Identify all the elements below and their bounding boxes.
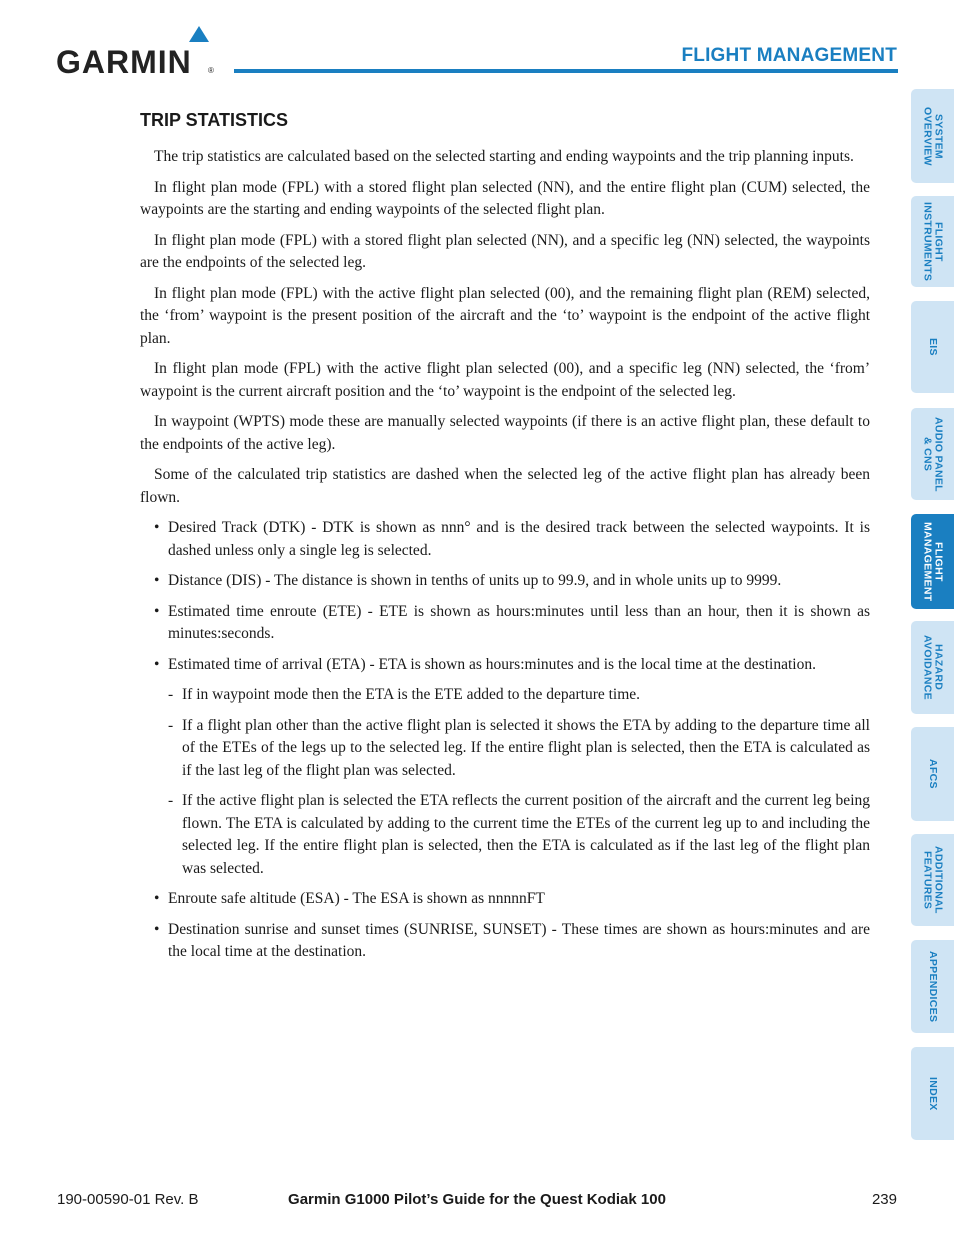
tab-eis[interactable] [911, 301, 954, 393]
paragraph: The trip statistics are calculated based on the selected starting and ending waypoints and the trip planning inputs. [154, 148, 854, 165]
tab-afcs[interactable] [911, 727, 954, 821]
footer-page-number: 239 [871, 1191, 897, 1208]
tab-label: FLIGHT INSTRUMENTS [921, 201, 945, 282]
footer-guide-title: Garmin G1000 Pilot’s Guide for the Quest Kodiak 100 [288, 1191, 666, 1208]
tab-appendices[interactable] [911, 940, 954, 1033]
page-heading: TRIP STATISTICS [140, 110, 289, 130]
bullet-marker: • [154, 602, 160, 620]
section-title: FLIGHT MANAGEMENT [681, 45, 897, 66]
paragraph: In flight plan mode (FPL) with a stored flight plan selected (NN), and the entire flight plan (CUM) selected, the waypoints are the starting and ending waypoints of the selected flight plan. [140, 178, 870, 218]
sub-item-text: If the active flight plan is selected the ETA reflects the current position of the aircraft and the current leg being flown. The ETA is calculated by adding to the current time the ETEs of the current leg up to and including the selected leg. If the entire flight plan is selected, then the ETA is calculated as if the last leg of the flight plan was selected. [182, 792, 870, 877]
tab-label: ADDITIONAL FEATURES [921, 846, 945, 914]
bullet-text: Estimated time enroute (ETE) - ETE is shown as hours:minutes until less than an hour, then it is shown as minutes:seconds. [168, 602, 870, 642]
bullet-item [140, 601, 870, 646]
tab-label: EIS [927, 338, 939, 356]
paragraph: In flight plan mode (FPL) with the active flight plan selected (00), and the remaining flight plan (REM) selected, the ‘from’ waypoint is the present position of the aircraft and the ‘to’ waypoint is the endpoint of the active flight plan. [140, 284, 870, 347]
bullet-marker: • [154, 519, 160, 536]
paragraph: In waypoint (WPTS) mode these are manually selected waypoints (if there is an active flight plan, these default to the endpoints of the active leg). [140, 413, 870, 453]
bullet-item [140, 570, 870, 593]
footer-doc-number: 190-00590-01 Rev. B [57, 1191, 199, 1208]
sub-item-text: If a flight plan other than the active flight plan is selected it shows the ETA by adding to the departure time all of the ETEs of the legs up to the selected leg. If the entire flight plan is selected, then the ETA is calculated as if the last leg of the flight plan was selected. [182, 716, 870, 779]
bullet-marker: • [154, 572, 160, 589]
tab-flight-instruments[interactable] [911, 196, 954, 287]
main-content [140, 108, 870, 972]
paragraph: Some of the calculated trip statistics are dashed when the selected leg of the active flight plan has already been flown. [140, 466, 870, 506]
section-tabs [911, 0, 954, 1235]
bullet-item [140, 888, 870, 911]
tab-index[interactable] [911, 1047, 954, 1140]
paragraph: In flight plan mode (FPL) with a stored flight plan selected (NN), and a specific leg (NN) selected, the waypoints are the endpoints of the selected leg. [140, 231, 870, 271]
bullet-marker: • [154, 890, 160, 907]
bullet-text: Destination sunrise and sunset times (SUNRISE, SUNSET) - These times are shown as hours:minutes and are the local time at the destination. [168, 920, 870, 960]
tab-audio-panel-cns[interactable] [911, 408, 954, 500]
bullet-marker: • [154, 655, 160, 673]
bullet-item [140, 517, 870, 562]
tab-additional-features[interactable] [911, 834, 954, 926]
logo-triangle-icon [189, 26, 209, 42]
tab-label: SYSTEM OVERVIEW [921, 106, 945, 166]
bullet-marker: • [154, 920, 160, 938]
sub-item [140, 715, 870, 783]
tab-label: AFCS [927, 759, 939, 789]
paragraph: In flight plan mode (FPL) with the active flight plan selected (00), and a specific leg (NN) selected, the ‘from’ waypoint is the current aircraft position and the ‘to’ waypoint is the endpoint of the selected leg. [140, 360, 870, 400]
dash-marker: - [168, 716, 174, 734]
logo-wordmark: GARMIN [56, 44, 192, 80]
tab-label: INDEX [927, 1076, 939, 1111]
sub-item-text: If in waypoint mode then the ETA is the ETE added to the departure time. [182, 686, 641, 703]
bullet-text: Estimated time of arrival (ETA) - ETA is shown as hours:minutes and is the local time at the destination. [168, 655, 816, 673]
tab-label: APPENDICES [927, 950, 939, 1023]
tab-flight-management[interactable] [911, 514, 954, 609]
bullet-item [140, 654, 870, 677]
dash-marker: - [168, 792, 174, 809]
tab-system-overview[interactable] [911, 89, 954, 183]
dash-marker: - [168, 686, 174, 703]
tab-hazard-avoidance[interactable] [911, 621, 954, 714]
tab-label: FLIGHT MANAGEMENT [921, 521, 945, 602]
sub-item [140, 684, 870, 707]
tab-label: HAZARD AVOIDANCE [921, 635, 945, 700]
registered-mark: ® [208, 66, 214, 75]
bullet-text: Desired Track (DTK) - DTK is shown as nnn° and is the desired track between the selected waypoints. It is dashed unless only a single leg is selected. [168, 519, 870, 559]
bullet-text: Enroute safe altitude (ESA) - The ESA is shown as nnnnnFT [168, 890, 545, 907]
bullet-text: Distance (DIS) - The distance is shown in tenths of units up to 99.9, and in whole units up to 9999. [168, 572, 782, 589]
sub-item [140, 790, 870, 880]
garmin-logo [56, 26, 218, 80]
tab-label: AUDIO PANEL & CNS [921, 416, 945, 492]
header-rule [234, 69, 898, 73]
bullet-item [140, 919, 870, 964]
